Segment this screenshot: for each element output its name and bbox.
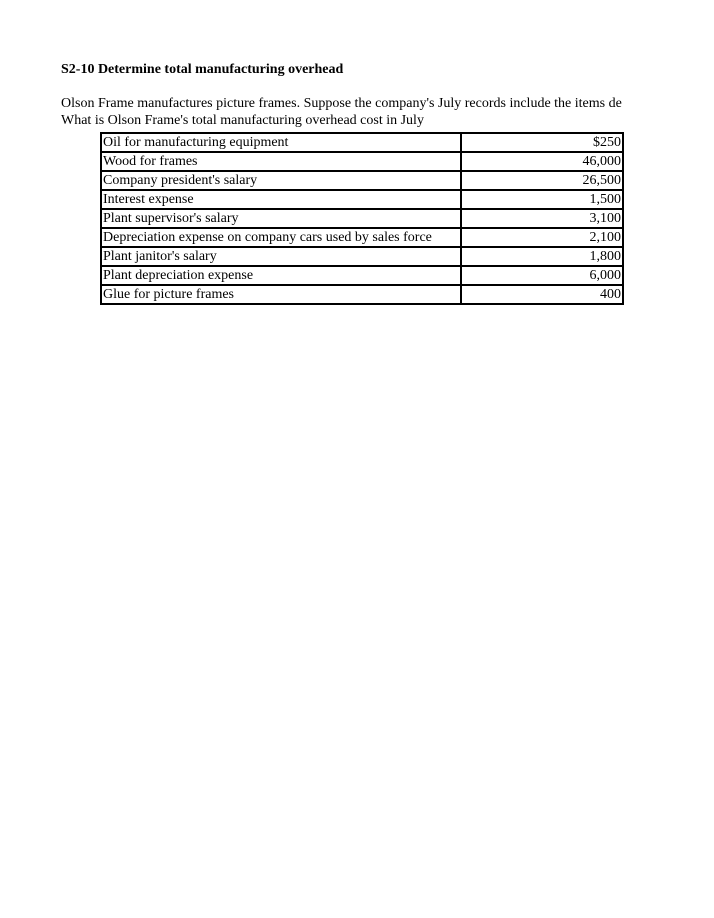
- item-description: Depreciation expense on company cars used by sales force: [101, 228, 461, 247]
- item-description: Glue for picture frames: [101, 285, 461, 304]
- item-description: Wood for frames: [101, 152, 461, 171]
- exercise-title: S2-10 Determine total manufacturing overhead: [61, 62, 344, 77]
- item-description: Interest expense: [101, 190, 461, 209]
- item-amount: 26,500: [461, 171, 623, 190]
- table-row: [101, 152, 623, 171]
- item-amount: 1,800: [461, 247, 623, 266]
- item-amount: $250: [461, 133, 623, 152]
- table-row: [101, 190, 623, 209]
- table-row: [101, 285, 623, 304]
- item-description: Oil for manufacturing equipment: [101, 133, 461, 152]
- table-row: [101, 133, 623, 152]
- item-amount: 46,000: [461, 152, 623, 171]
- item-amount: 400: [461, 285, 623, 304]
- item-description: Plant depreciation expense: [101, 266, 461, 285]
- cost-items-table: [100, 132, 624, 305]
- problem-text-line-2: What is Olson Frame's total manufacturing overhead cost in July: [61, 113, 424, 128]
- table-row: [101, 228, 623, 247]
- item-description: Plant supervisor's salary: [101, 209, 461, 228]
- item-amount: 2,100: [461, 228, 623, 247]
- item-amount: 3,100: [461, 209, 623, 228]
- item-amount: 1,500: [461, 190, 623, 209]
- problem-text-line-1: Olson Frame manufactures picture frames. Suppose the company's July records include the items de: [61, 96, 622, 111]
- table-row: [101, 247, 623, 266]
- item-description: Plant janitor's salary: [101, 247, 461, 266]
- item-description: Company president's salary: [101, 171, 461, 190]
- table-row: [101, 266, 623, 285]
- table-row: [101, 171, 623, 190]
- item-amount: 6,000: [461, 266, 623, 285]
- table-row: [101, 209, 623, 228]
